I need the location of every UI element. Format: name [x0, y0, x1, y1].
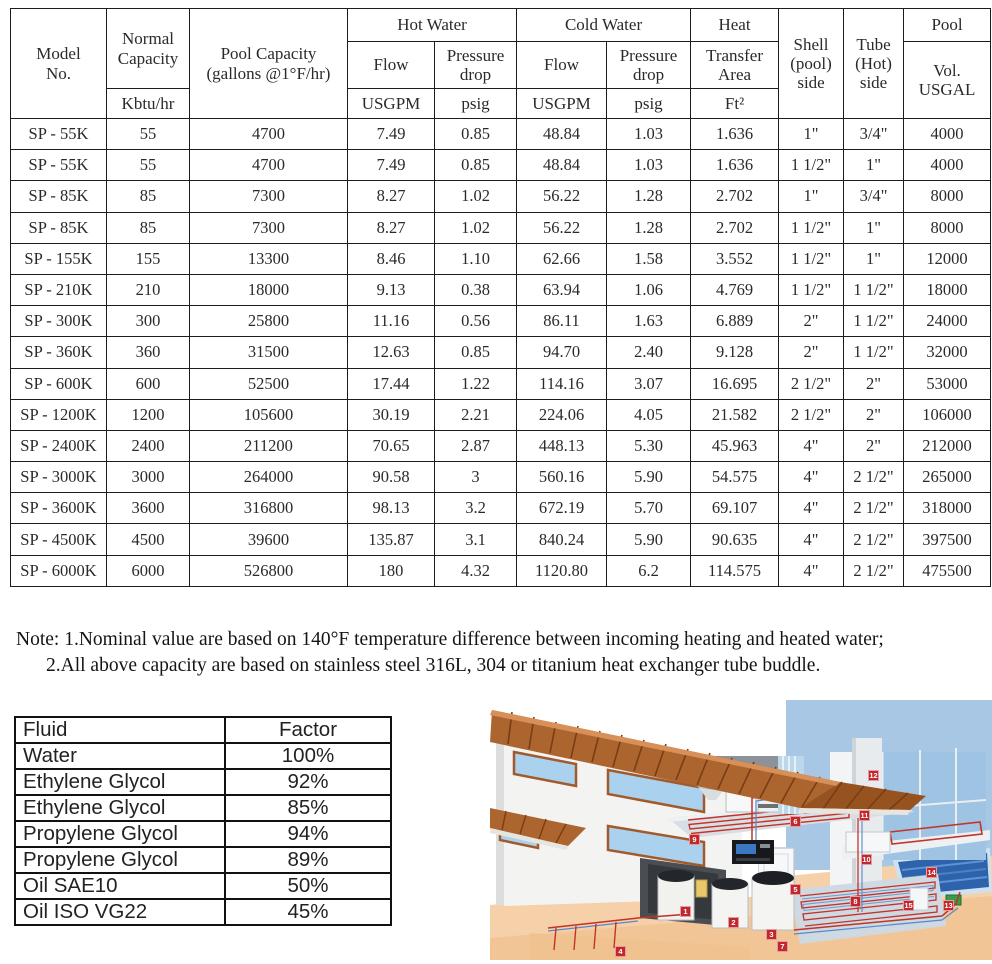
unit-kbtu: Kbtu/hr [107, 89, 190, 119]
table-row [11, 430, 991, 461]
table-cell: 210 [107, 274, 190, 305]
table-cell: 1 1/2" [844, 274, 904, 305]
table-cell: 1 1/2" [779, 150, 844, 181]
table-cell: 4000 [904, 119, 991, 150]
table-row [11, 119, 991, 150]
table-cell: 8000 [904, 181, 991, 212]
table-cell: 63.94 [517, 274, 607, 305]
table-cell: SP - 210K [11, 274, 107, 305]
table-cell: 360 [107, 337, 190, 368]
fluid-name-cell: Propylene Glycol [15, 821, 225, 847]
factor-col-header: Factor [225, 717, 391, 743]
table-cell: 1.28 [607, 212, 691, 243]
table-cell: 0.85 [435, 119, 517, 150]
spec-table [10, 8, 991, 587]
col-pool: Pool [904, 9, 991, 42]
table-cell: 1.10 [435, 243, 517, 274]
table-cell: 1" [844, 150, 904, 181]
table-cell: 4.769 [691, 274, 779, 305]
table-row [11, 274, 991, 305]
table-cell: 70.65 [348, 430, 435, 461]
table-row [11, 462, 991, 493]
table-cell: 18000 [190, 274, 348, 305]
table-cell: 212000 [904, 430, 991, 461]
factor-value-cell: 89% [225, 847, 391, 873]
table-cell: 114.575 [691, 555, 779, 586]
table-cell: 4000 [904, 150, 991, 181]
note-line-2: 2.All above capacity are based on stainless steel 316L, 304 or titanium heat exchanger tube buddle. [46, 655, 821, 676]
col-tube-side: Tube (Hot) side [844, 9, 904, 119]
table-cell: 7.49 [348, 150, 435, 181]
table-row [11, 306, 991, 337]
factor-value-cell: 100% [225, 743, 391, 769]
fluid-row [15, 821, 391, 847]
fluid-row [15, 873, 391, 899]
table-cell: 90.635 [691, 524, 779, 555]
table-cell: 1" [779, 181, 844, 212]
table-cell: 2.702 [691, 181, 779, 212]
table-cell: 1 1/2" [779, 274, 844, 305]
table-cell: 1.28 [607, 181, 691, 212]
table-cell: 39600 [190, 524, 348, 555]
table-cell: 672.19 [517, 493, 607, 524]
table-cell: 2.87 [435, 430, 517, 461]
table-cell: 114.16 [517, 368, 607, 399]
fluid-table-body [15, 743, 391, 925]
table-cell: 6.889 [691, 306, 779, 337]
table-cell: 9.13 [348, 274, 435, 305]
table-cell: 180 [348, 555, 435, 586]
pipe-marker: 13 [944, 901, 953, 910]
col-model: Model No. [11, 9, 107, 119]
house-illustration [490, 700, 992, 960]
table-cell: 4" [779, 524, 844, 555]
table-cell: 18000 [904, 274, 991, 305]
table-cell: 56.22 [517, 212, 607, 243]
table-cell: 475500 [904, 555, 991, 586]
col-pool-capacity: Pool Capacity (gallons @1°F/hr) [190, 9, 348, 119]
table-cell: 224.06 [517, 399, 607, 430]
table-cell: 12.63 [348, 337, 435, 368]
pipe-marker: 4 [615, 946, 626, 957]
table-cell: 1 1/2" [844, 306, 904, 337]
table-cell: 8.27 [348, 181, 435, 212]
table-cell: 1.63 [607, 306, 691, 337]
pipe-marker: 12 [869, 771, 878, 780]
table-cell: 1 1/2" [779, 243, 844, 274]
table-cell: 2" [844, 368, 904, 399]
table-cell: 48.84 [517, 150, 607, 181]
table-cell: 17.44 [348, 368, 435, 399]
table-cell: 45.963 [691, 430, 779, 461]
table-cell: 840.24 [517, 524, 607, 555]
fluid-name-cell: Oil ISO VG22 [15, 899, 225, 925]
table-cell: 7.49 [348, 119, 435, 150]
table-cell: 24000 [904, 306, 991, 337]
factor-value-cell: 94% [225, 821, 391, 847]
table-cell: 1" [844, 212, 904, 243]
table-cell: 3.2 [435, 493, 517, 524]
pipe-marker: 11 [860, 811, 869, 820]
table-cell: 448.13 [517, 430, 607, 461]
table-cell: 12000 [904, 243, 991, 274]
table-cell: 16.695 [691, 368, 779, 399]
table-cell: SP - 3600K [11, 493, 107, 524]
table-cell: 2 1/2" [844, 524, 904, 555]
table-cell: 3 [435, 462, 517, 493]
table-cell: 13300 [190, 243, 348, 274]
table-cell: SP - 85K [11, 212, 107, 243]
table-cell: 1120.80 [517, 555, 607, 586]
unit-cold-psig: psig [607, 89, 691, 119]
table-cell: 3000 [107, 462, 190, 493]
unit-hot-psig: psig [435, 89, 517, 119]
table-row [11, 181, 991, 212]
fluid-row [15, 795, 391, 821]
table-cell: 48.84 [517, 119, 607, 150]
table-cell: 21.582 [691, 399, 779, 430]
table-cell: 560.16 [517, 462, 607, 493]
table-cell: 105600 [190, 399, 348, 430]
col-shell-side: Shell (pool) side [779, 9, 844, 119]
table-cell: 8.27 [348, 212, 435, 243]
pipe-marker: 15 [904, 901, 913, 910]
control-panel [732, 840, 774, 864]
table-row [11, 243, 991, 274]
table-cell: 135.87 [348, 524, 435, 555]
table-cell: 1.03 [607, 119, 691, 150]
table-cell: 32000 [904, 337, 991, 368]
table-cell: 106000 [904, 399, 991, 430]
table-cell: 155 [107, 243, 190, 274]
table-cell: SP - 1200K [11, 399, 107, 430]
table-cell: SP - 4500K [11, 524, 107, 555]
table-cell: 2 1/2" [844, 493, 904, 524]
table-cell: 9.128 [691, 337, 779, 368]
table-row [11, 399, 991, 430]
table-cell: 90.58 [348, 462, 435, 493]
table-cell: 1 1/2" [844, 337, 904, 368]
table-cell: 397500 [904, 524, 991, 555]
table-cell: 1" [779, 119, 844, 150]
table-cell: 264000 [190, 462, 348, 493]
factor-value-cell: 45% [225, 899, 391, 925]
fluid-row [15, 743, 391, 769]
table-row [11, 368, 991, 399]
table-cell: 300 [107, 306, 190, 337]
table-cell: 316800 [190, 493, 348, 524]
pipe-marker: 10 [862, 855, 871, 864]
table-cell: 8000 [904, 212, 991, 243]
table-cell: 62.66 [517, 243, 607, 274]
table-cell: 25800 [190, 306, 348, 337]
col-cold-water: Cold Water [517, 9, 691, 42]
table-cell: 318000 [904, 493, 991, 524]
table-cell: 2" [779, 337, 844, 368]
table-row [11, 337, 991, 368]
table-cell: SP - 55K [11, 150, 107, 181]
table-cell: 1.22 [435, 368, 517, 399]
table-cell: 86.11 [517, 306, 607, 337]
fluid-name-cell: Propylene Glycol [15, 847, 225, 873]
table-cell: 6.2 [607, 555, 691, 586]
table-row [11, 555, 991, 586]
pipe-marker: 14 [927, 868, 936, 877]
fluid-factor-table [14, 716, 392, 926]
table-cell: 5.90 [607, 462, 691, 493]
fluid-col-header: Fluid [15, 717, 225, 743]
table-cell: 6000 [107, 555, 190, 586]
factor-value-cell: 50% [225, 873, 391, 899]
table-cell: 4700 [190, 150, 348, 181]
table-cell: 56.22 [517, 181, 607, 212]
table-cell: 2 1/2" [779, 368, 844, 399]
table-cell: 1.58 [607, 243, 691, 274]
table-cell: 1" [844, 243, 904, 274]
table-cell: 526800 [190, 555, 348, 586]
table-cell: 2.702 [691, 212, 779, 243]
table-cell: 3.1 [435, 524, 517, 555]
table-cell: 3600 [107, 493, 190, 524]
table-cell: SP - 2400K [11, 430, 107, 461]
table-cell: 8.46 [348, 243, 435, 274]
spec-table-header [11, 9, 991, 119]
table-cell: 11.16 [348, 306, 435, 337]
table-cell: SP - 600K [11, 368, 107, 399]
table-cell: 4.32 [435, 555, 517, 586]
unit-ft2: Ft² [691, 89, 779, 119]
table-cell: 2.21 [435, 399, 517, 430]
col-cold-pressure: Pressure drop [607, 42, 691, 89]
table-cell: 2" [779, 306, 844, 337]
table-cell: 7300 [190, 181, 348, 212]
table-cell: 1.02 [435, 212, 517, 243]
table-cell: 4" [779, 430, 844, 461]
note-line-1: Note: 1.Nominal value are based on 140°F temperature difference between incoming heating and heated water; [16, 629, 884, 650]
table-cell: 4" [779, 555, 844, 586]
table-cell: 31500 [190, 337, 348, 368]
pipe-marker: 8 [850, 896, 861, 907]
table-row [11, 493, 991, 524]
table-cell: 3/4" [844, 181, 904, 212]
table-cell: 69.107 [691, 493, 779, 524]
fluid-row [15, 899, 391, 925]
fluid-name-cell: Oil SAE10 [15, 873, 225, 899]
table-cell: 1200 [107, 399, 190, 430]
pipe-marker: 2 [728, 917, 739, 928]
col-pool-vol: Vol. USGAL [904, 42, 991, 119]
factor-value-cell: 92% [225, 769, 391, 795]
table-cell: 30.19 [348, 399, 435, 430]
table-row [11, 150, 991, 181]
table-cell: 2" [844, 399, 904, 430]
table-cell: 1.03 [607, 150, 691, 181]
unit-hot-usgpm: USGPM [348, 89, 435, 119]
table-cell: SP - 155K [11, 243, 107, 274]
table-cell: 0.56 [435, 306, 517, 337]
pipe-marker: 3 [766, 929, 777, 940]
pipe-marker: 1 [680, 906, 691, 917]
pipe-marker: 7 [777, 941, 788, 952]
pipe-marker: 9 [689, 834, 700, 845]
table-cell: SP - 3000K [11, 462, 107, 493]
col-hot-water: Hot Water [348, 9, 517, 42]
illustration-scene [490, 700, 992, 960]
table-cell: 54.575 [691, 462, 779, 493]
notes [16, 627, 982, 679]
col-cold-flow: Flow [517, 42, 607, 89]
fluid-row [15, 847, 391, 873]
table-cell: 5.70 [607, 493, 691, 524]
col-heat: Heat [691, 9, 779, 42]
table-cell: 3/4" [844, 119, 904, 150]
table-cell: 3.552 [691, 243, 779, 274]
col-hot-flow: Flow [348, 42, 435, 89]
table-cell: 2 1/2" [844, 462, 904, 493]
table-cell: 4500 [107, 524, 190, 555]
table-cell: 0.38 [435, 274, 517, 305]
fluid-row [15, 769, 391, 795]
table-cell: 55 [107, 150, 190, 181]
table-cell: 7300 [190, 212, 348, 243]
table-cell: 3.07 [607, 368, 691, 399]
table-cell: 98.13 [348, 493, 435, 524]
table-cell: 211200 [190, 430, 348, 461]
table-cell: 85 [107, 181, 190, 212]
table-cell: 2" [844, 430, 904, 461]
table-cell: 0.85 [435, 337, 517, 368]
table-cell: 94.70 [517, 337, 607, 368]
fluid-name-cell: Ethylene Glycol [15, 795, 225, 821]
unit-cold-usgpm: USGPM [517, 89, 607, 119]
table-cell: SP - 6000K [11, 555, 107, 586]
spec-table-body [11, 119, 991, 587]
table-row [11, 212, 991, 243]
table-cell: 4" [779, 493, 844, 524]
table-cell: 5.90 [607, 524, 691, 555]
table-cell: 1.636 [691, 150, 779, 181]
table-cell: 1.06 [607, 274, 691, 305]
table-cell: 1.636 [691, 119, 779, 150]
pipe-marker: 6 [790, 816, 801, 827]
table-cell: 1 1/2" [779, 212, 844, 243]
table-cell: 2.40 [607, 337, 691, 368]
table-cell: 265000 [904, 462, 991, 493]
table-cell: 0.85 [435, 150, 517, 181]
table-cell: 4" [779, 462, 844, 493]
table-cell: 53000 [904, 368, 991, 399]
fluid-name-cell: Water [15, 743, 225, 769]
table-cell: 5.30 [607, 430, 691, 461]
table-cell: SP - 300K [11, 306, 107, 337]
table-cell: 4700 [190, 119, 348, 150]
table-cell: 4.05 [607, 399, 691, 430]
col-normal-capacity: Normal Capacity [107, 9, 190, 89]
table-cell: 2 1/2" [844, 555, 904, 586]
col-hot-pressure: Pressure drop [435, 42, 517, 89]
table-cell: 85 [107, 212, 190, 243]
table-cell: 2400 [107, 430, 190, 461]
table-row [11, 524, 991, 555]
pipe-marker: 5 [790, 884, 801, 895]
table-cell: 600 [107, 368, 190, 399]
col-transfer-area: Transfer Area [691, 42, 779, 89]
table-cell: 52500 [190, 368, 348, 399]
table-cell: 55 [107, 119, 190, 150]
table-cell: SP - 85K [11, 181, 107, 212]
table-cell: SP - 55K [11, 119, 107, 150]
table-cell: 1.02 [435, 181, 517, 212]
fluid-name-cell: Ethylene Glycol [15, 769, 225, 795]
factor-value-cell: 85% [225, 795, 391, 821]
table-cell: SP - 360K [11, 337, 107, 368]
table-cell: 2 1/2" [779, 399, 844, 430]
